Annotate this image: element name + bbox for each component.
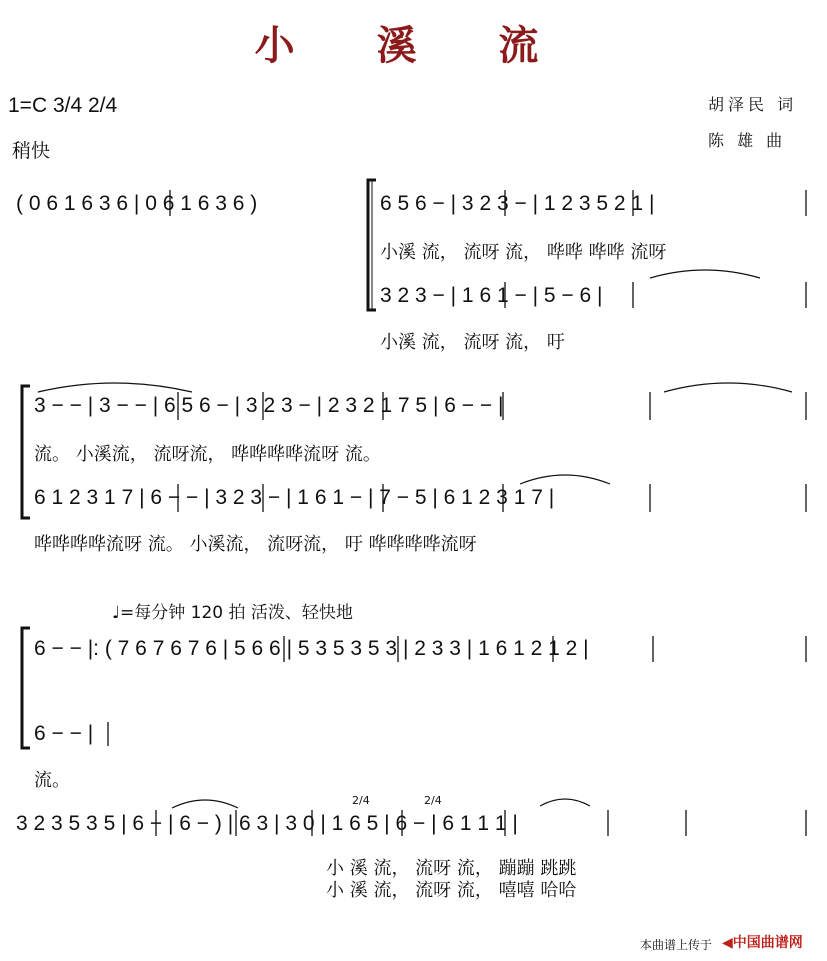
system4-notes: 3 2 3 5 3 5 | 6 − | 6 − ) | 6 3 | 3 0 | 1 6 5 | 6 − | 6 1 1 1 | <box>16 812 518 835</box>
meter-change-b: 2/4 <box>424 794 442 807</box>
page-title: 小 溪 流 <box>254 22 573 69</box>
system3-upper-notes: 6 − − |: ( 7 6 7 6 7 6 | 5 6 6 | 5 3 5 3 5 3 | 2 3 3 | 1 6 1 2 1 2 | <box>34 637 589 660</box>
system2-lower-notes: 6 1 2 3 1 7 | 6 − − | 3 2 3 − | 1 6 1 − | 7 − 5 | 6 1 2 3 1 7 | <box>34 486 555 509</box>
system2-upper-notes: 3 − − | 3 − − | 6 5 6 − | 3 2 3 − | 2 3 2 1 7 5 | 6 − − | <box>34 394 504 417</box>
system3-lower-notes: 6 − − | <box>34 722 94 745</box>
system2-upper-lyrics: 流。 小溪流， 流呀流， 哗哗哗哗流呀 流。 <box>34 444 381 465</box>
section-marking <box>112 598 353 623</box>
system1-lower-notes: 3 2 3 − | 1 6 1 − | 5 − 6 | <box>380 284 603 307</box>
intro-notes: ( 0 6 1 6 3 6 | 0 6 1 6 3 6 ) <box>16 192 258 215</box>
system3-lower-lyrics: 流。 <box>34 770 70 791</box>
system1-lower-lyrics: 小溪 流， 流呀 流， 吁 <box>380 332 565 353</box>
footer-upload-text: 本曲谱上传于 <box>640 938 713 952</box>
system4-lyrics-verse2: 小 溪 流， 流呀 流， 嘻嘻 哈哈 <box>326 880 577 901</box>
system1-upper-notes: 6 5 6 − | 3 2 3 − | 1 2 3 5 2 1 | <box>380 192 655 215</box>
meter-change-a: 2/4 <box>352 794 370 807</box>
system2-lower-lyrics: 哗哗哗哗流呀 流。 小溪流， 流呀流， 吁 哗哗哗哗流呀 <box>34 534 477 555</box>
key-signature: 1=C 3/4 2/4 <box>8 94 118 117</box>
lyricist-credit: 胡泽民 词 <box>708 95 798 114</box>
quarter-note-glyph: ♩= <box>112 603 135 623</box>
composer-credit: 陈 雄 曲 <box>708 131 787 150</box>
system1-upper-lyrics: 小溪 流， 流呀 流， 哗哗 哗哗 流呀 <box>380 242 667 263</box>
system4-lyrics-verse1: 小 溪 流， 流呀 流， 蹦蹦 跳跳 <box>326 858 577 879</box>
tempo-marking: 稍快 <box>12 140 51 162</box>
section-marking-text: 每分钟 120 拍 活泼、轻快地 <box>134 603 353 623</box>
site-logo: ◀中国曲谱网 <box>722 935 803 951</box>
